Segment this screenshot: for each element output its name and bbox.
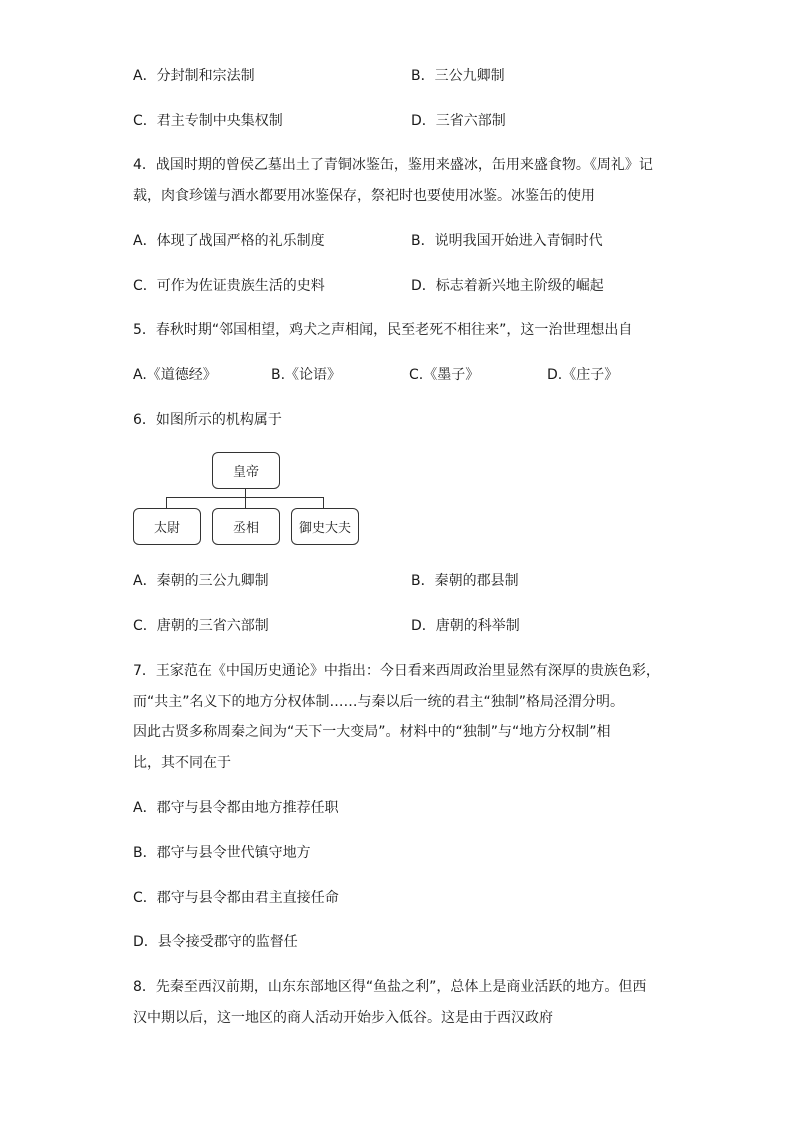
q5-stem: 5．春秋时期“邻国相望，鸡犬之声相闻，民至老死不相往来”，这一治世理想出自	[133, 322, 633, 338]
q4-option-d: D．标志着新兴地主阶级的崛起	[411, 278, 604, 294]
q4-stem-line2: 载，肉食珍馐与酒水都要用冰鉴保存，祭祀时也要使用冰鉴。冰鉴缶的使用	[133, 188, 595, 204]
diagram-node-chengxiang: 丞相	[212, 508, 280, 545]
q7-stem-line2: 而“共主”名义下的地方分权体制……与秦以后一统的君主“独制”格局泾渭分明。	[133, 694, 625, 710]
diagram-node-taiwei: 太尉	[133, 508, 201, 545]
q7-option-d: D．县令接受郡守的监督任	[133, 934, 298, 950]
q7-stem-line3: 因此古贤多称周秦之间为“天下一大变局”。材料中的“独制”与“地方分权制”相	[133, 724, 611, 740]
q3-option-b: B．三公九卿制	[411, 68, 505, 84]
q7-stem-line4: 比，其不同在于	[133, 755, 231, 771]
diagram-connector-vertical	[245, 489, 246, 497]
q4-option-b: B．说明我国开始进入青铜时代	[411, 233, 603, 249]
q5-option-c: C.《墨子》	[409, 367, 480, 383]
q4-option-a: A．体现了战国严格的礼乐制度	[133, 233, 325, 249]
diagram-node-yushidafu: 御史大夫	[291, 508, 359, 545]
q3-option-d: D．三省六部制	[411, 113, 506, 129]
q3-option-a: A．分封制和宗法制	[133, 68, 255, 84]
diagram-connector-left	[166, 497, 167, 508]
q5-option-a: A.《道德经》	[133, 367, 217, 383]
q6-option-d: D．唐朝的科举制	[411, 618, 520, 634]
q6-option-a: A．秦朝的三公九卿制	[133, 573, 269, 589]
q7-option-a: A．郡守与县令都由地方推荐任职	[133, 800, 339, 816]
q4-stem-line1: 4．战国时期的曾侯乙墓出土了青铜冰鉴缶，鉴用来盛冰，缶用来盛食物。《周礼》记	[133, 157, 653, 173]
q7-option-c: C．郡守与县令都由君主直接任命	[133, 890, 339, 906]
diagram-node-emperor: 皇帝	[212, 452, 280, 489]
q8-stem-line1: 8．先秦至西汉前期，山东东部地区得“鱼盐之利”，总体上是商业活跃的地方。但西	[133, 979, 647, 995]
q7-option-b: B．郡守与县令世代镇守地方	[133, 845, 311, 861]
diagram-connector-middle	[245, 497, 246, 508]
q5-option-b: B.《论语》	[271, 367, 342, 383]
q6-option-b: B．秦朝的郡县制	[411, 573, 519, 589]
q4-option-c: C．可作为佐证贵族生活的史料	[133, 278, 325, 294]
q6-stem: 6．如图所示的机构属于	[133, 412, 282, 428]
q7-stem-line1: 7．王家范在《中国历史通论》中指出：今日看来西周政治里显然有深厚的贵族色彩，	[133, 663, 660, 679]
q6-option-c: C．唐朝的三省六部制	[133, 618, 269, 634]
q5-option-d: D.《庄子》	[547, 367, 619, 383]
q3-option-c: C．君主专制中央集权制	[133, 113, 283, 129]
q8-stem-line2: 汉中期以后，这一地区的商人活动开始步入低谷。这是由于西汉政府	[133, 1010, 553, 1026]
diagram-connector-right	[323, 497, 324, 508]
